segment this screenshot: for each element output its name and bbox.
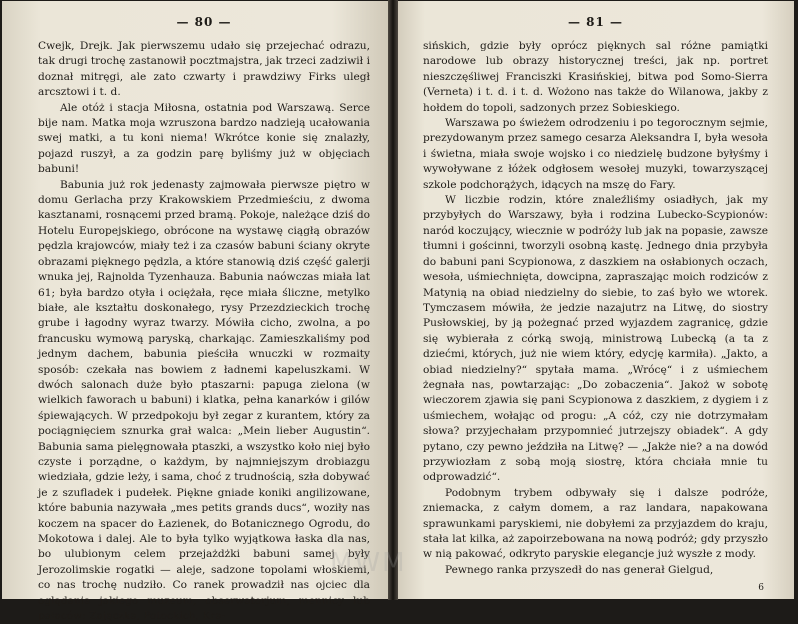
signature-mark: 6 — [758, 583, 764, 593]
right-page — [393, 1, 794, 599]
library-watermark: MWM — [330, 548, 407, 578]
book-gutter — [388, 0, 398, 600]
right-page-text — [423, 39, 768, 578]
left-paragraph-1: Cwejk, Drejk. Jak pierwszemu udało się przejechać odrazu, tak drugi trochę zastanowił pocztmajstra, jak trzeci zadziwił i doznał mitręgi, ale zato czwarty i prawdziwy Firks uległ arcsztowi i t. d. — [38, 40, 370, 99]
left-paragraph-3: Babunia już rok jedenasty zajmowała pierwsze piętro w domu Gerlacha przy Krakowskiem Przedmieściu, z dwoma kasztanami, rosnącemi przed bramą. Pokoje, należące dziś do Hotelu Europejskiego, obrócone na wystawę ciągłą obrazów pędzla krajowców, miały też i za czasów babuni ściany okryte obrazami pięknego pędzla, a które stanowią dziś część galerji wnuka jej, Rajnolda Tyzenhauza. Babunia naówczas miała lat 61; była bardzo otyła i ociężała, ręce miała śliczne, metylko białe, ale kształtu doskonałego, rysy Przezdzieckich trochę grube i łagodny wyraz twarzy. Mówiła cicho, zwolna, a po francusku wymową paryską, charkając. Zamieszkaliśmy pod jednym dachem, babunia pieściła wnuczki w rozmaity sposób: czekała nas bowiem z ładnemi kapeluszkami. W dwóch salonach duże było ptaszarni: papuga zielona (w wielkich faworach u babuni) i klatka, pełna kanarków i gilów śpiewających. W przedpokoju był zegar z kurantem, który za pociągnięciem sznurka grał walca: „Mein lieber Augustin“. Babunia sama pielęgnowała ptaszki, a wszystko koło niej było czyste i porządne, o każdym, by najmniejszym drobiazgu wiedziała, gdzie leży, i sama, choć z trudnością, szła dobywać je z szufladek i pudełek. Piękne gniade koniki angilizowane, które babunia nazywała „mes petits grands ducs“, woziły nas koczem na spacer do Łazienek, do Botanicznego Ogrodu, do Mokotowa i dalej. Ale to była tylko wyjątkowa łaska dla nas, bo ulubionym celem przejażdżki babuni samej były Jerozolimskie rogatki — aleje, sadzone topolami włoskiemi, co nas trochę nudziło. Co ranek prowadził nas ojciec dla oglądania jakiego muzeum, obserwatorjum, mennicy lub pałaców: Zajączka, Potockich, Kra- — [38, 178, 370, 623]
right-paragraph-5: Pewnego ranka przyszedł do nas generał Gielgud, — [445, 563, 714, 576]
right-paragraph-2: Warszawa po świeżem odrodzeniu i po tegorocznym sejmie, prezydowanym przez samego cesarza Aleksandra I, była wesoła i świetna, miała swoje wojsko i co niedzielę budzone byłyśmy i wywoływane z łóżek odgłosem wesołej muzyki, towarzyszącej szkole podchorążych, idących na mszę do Fary. — [423, 117, 768, 191]
right-paragraph-3: W liczbie rodzin, które znaleźliśmy osiadłych, jak my przybyłych do Warszawy, była i rodzina Lubecko-Scypionów: naród koczujący, wiecznie w podróży lub jak na popasie, zawsze tłumni i gościnni, tworzyli osobną kastę. Jednego dnia przybyła do babuni pani Scypionowa, z daszkiem na osłabionych oczach, wesoła, uśmiechnięta, dowcipna, zapraszając moich rodziców z Matynią na obiad niedzielny do siebie, to zaś było we wtorek. Tymczasem mówiła, że jedzie nazajutrz na Litwę, do siostry Pusłowskiej, by ją pożegnać przed wyjazdem zagranicę, gdzie się wybierała z córką swoją, ministrową Lubecką (a ta z dziećmi, których, już nie wiem który, edycję karmiła). „Jakto, a obiad niedzielny?“ spytała mama. „Wrócę“ i z uśmiechem żegnała nas, powtarzając: „Do zobaczenia“. Jakoż w sobotę wieczorem zjawia się pani Scypionowa z daszkiem, z dygiem i z uśmiechem, wołając od progu: „A cóż, czy nie dotrzymałam słowa? przyjechałam przypomnieć jutrzejszy obiadek“. A gdy pytano, czy pewno jeździła na Litwę? — „Jakże nie? a na dowód przywiozłam z sobą moją siostrę, która chciała mnie tu odprowadzić“. — [423, 194, 768, 484]
left-page — [2, 1, 390, 623]
right-paragraph-1: sińskich, gdzie były oprócz pięknych sal różne pamiątki narodowe lub obrazy historycznej treści, jak np. portret nieszczęśliwej Franciszki Krasińskiej, bitwa pod Somo-Sierra (Vernetа) i t. d. i t. d. Wożono nas także do Wilanowa, jakby z hołdem do topoli, sadzonych przez Sobieskiego. — [423, 40, 768, 114]
left-paragraph-2: Ale otóż i stacja Miłosna, ostatnia pod Warszawą. Serce bije nam. Matka moja wzruszona bardzo nadzieją ucałowania swej matki, a tu koni niema! Wkrótce konie się znalazły, pojazd ruszył, a za godzin parę byliśmy już w objęciach babuni! — [38, 101, 370, 176]
right-paragraph-4: Podobnym trybem odbywały się i dalsze podróże, zniemacka, z całym domem, a raz landara, napakowana sprawunkami paryskiemi, nie dobyłemi za przyjazdem do kraju, stała lat kilka, aż zapoirzebowana na nową podróż; gdy przyszło w nią pakować, odkryto paryskie elegancje już wyszłe z mody. — [423, 486, 768, 561]
right-page-number: — 81 — — [567, 15, 624, 29]
left-page-text — [38, 39, 370, 624]
left-page-number: — 80 — — [176, 15, 232, 29]
